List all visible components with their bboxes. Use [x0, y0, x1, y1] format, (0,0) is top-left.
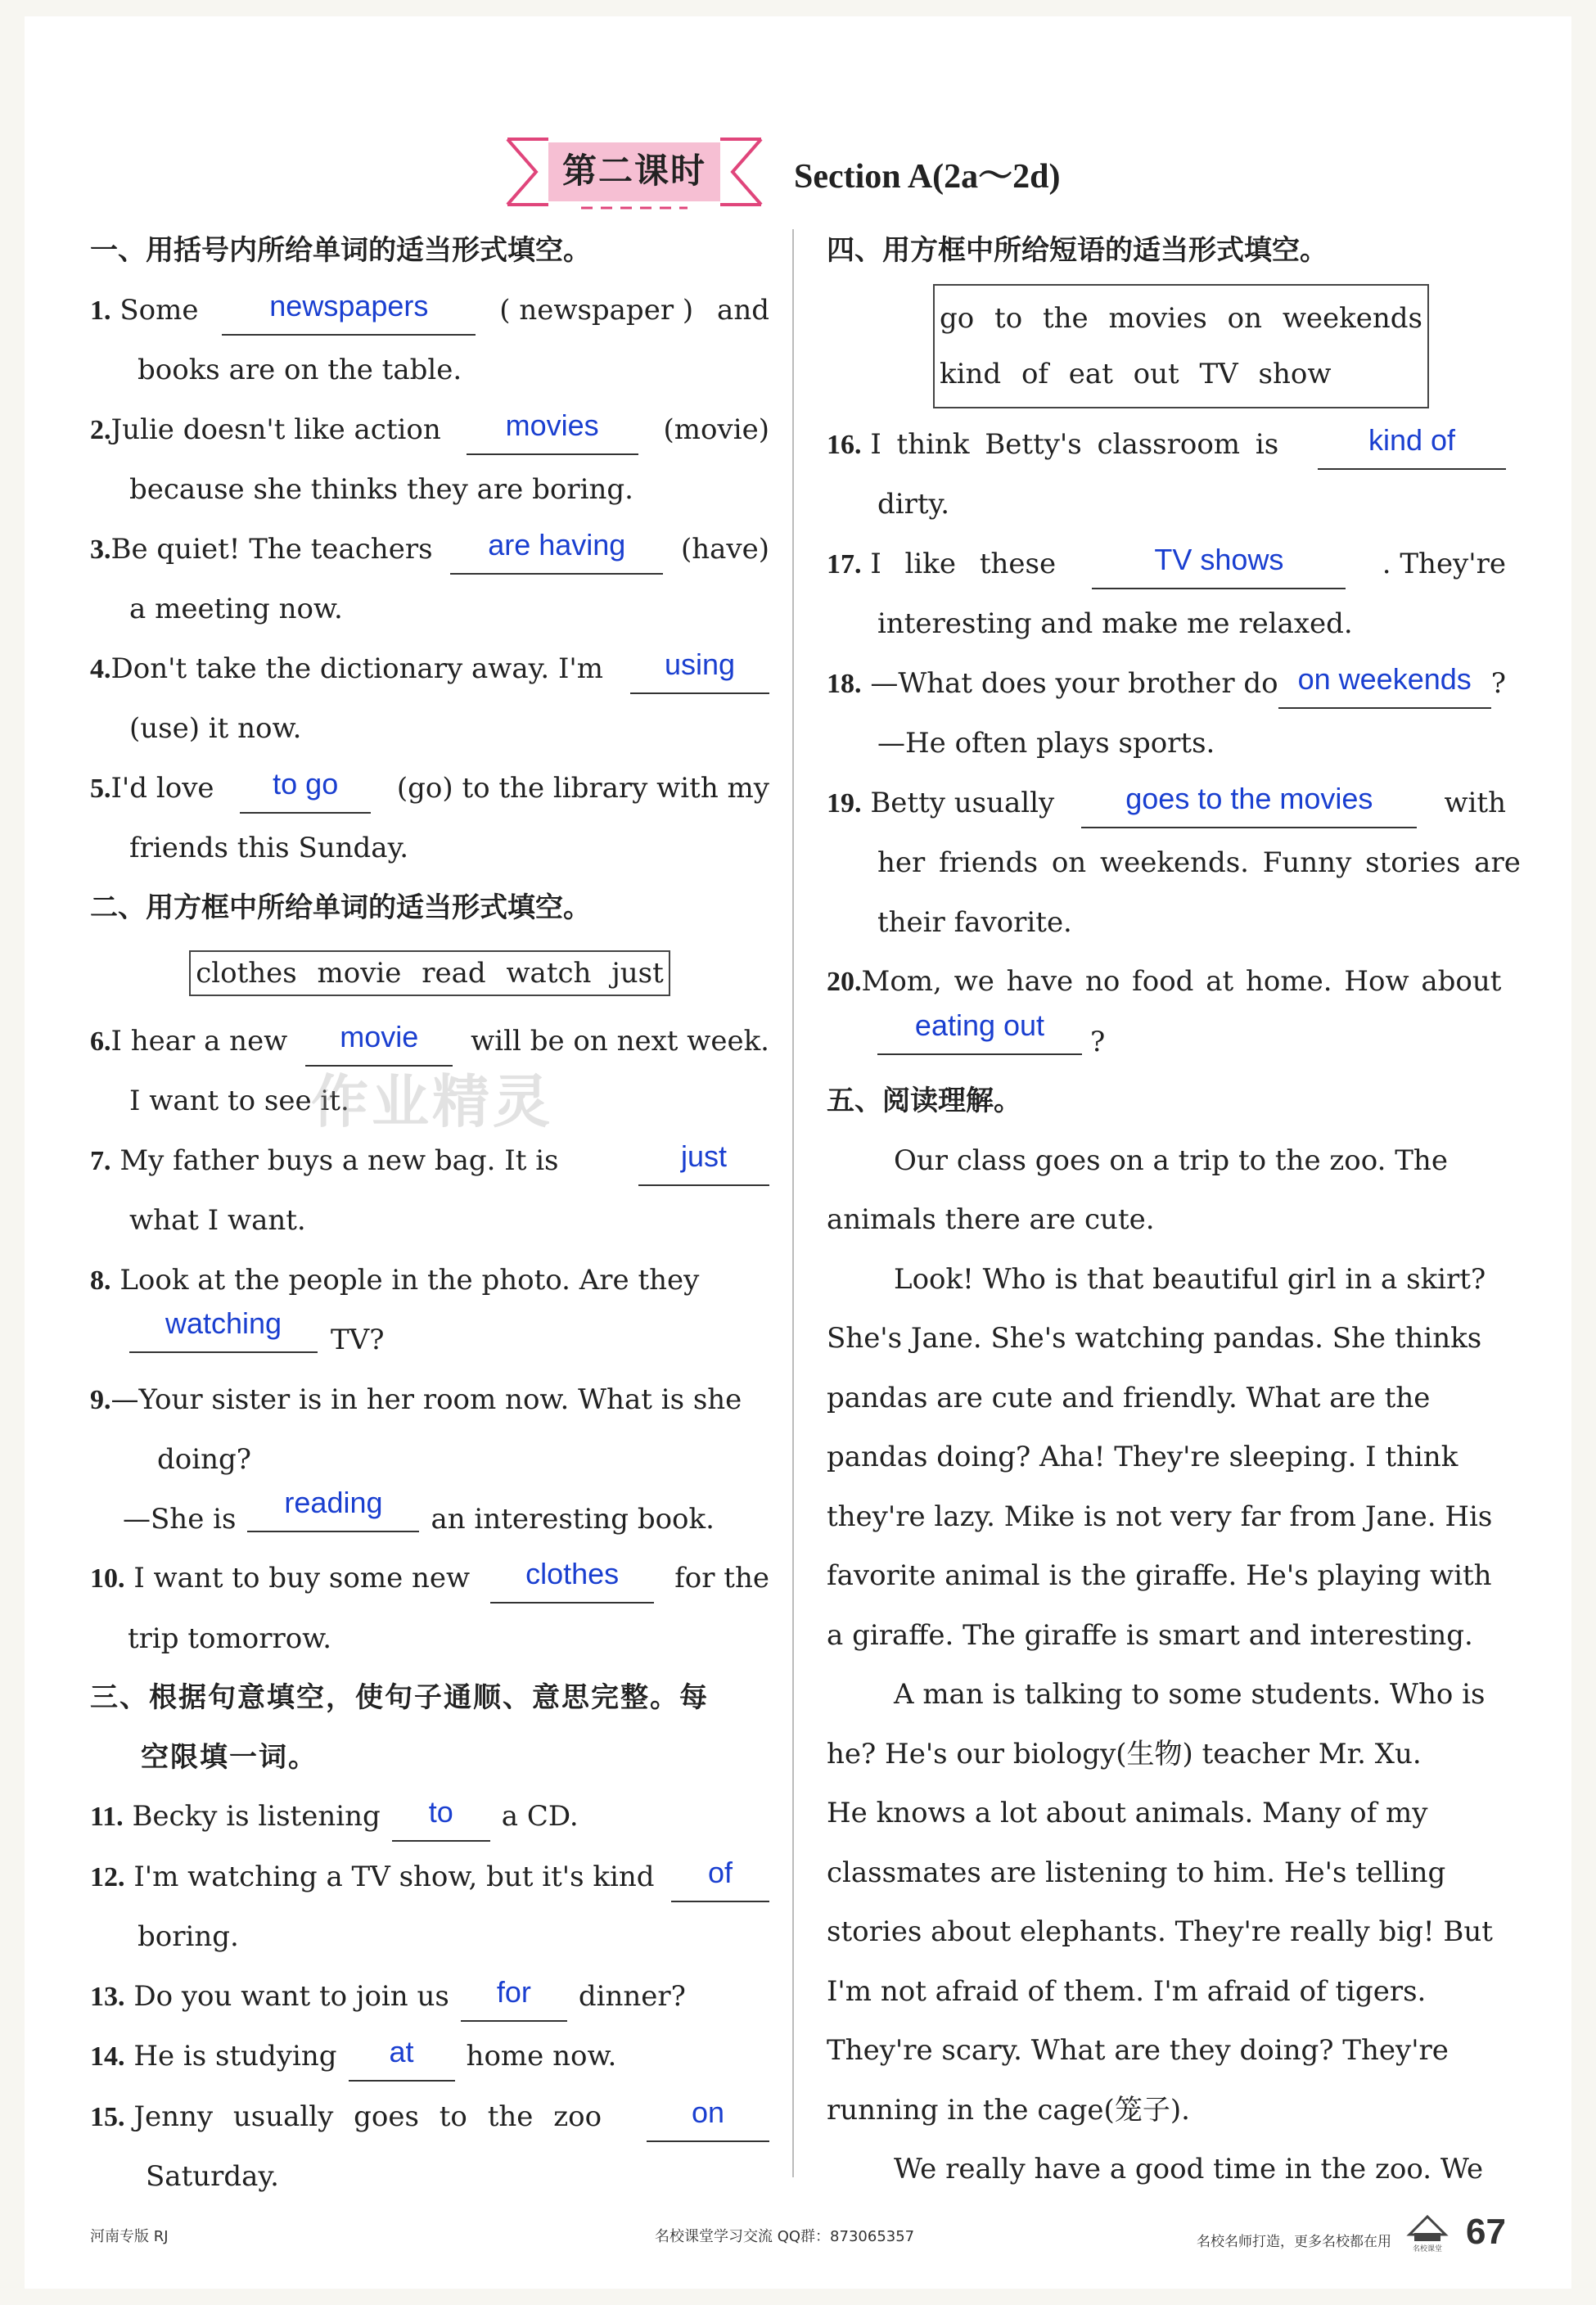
- q-text: a CD.: [501, 1800, 579, 1833]
- answer-text: just: [680, 1139, 728, 1173]
- edition-label: 河南专版 RJ: [90, 2228, 169, 2245]
- passage-line: A man is talking to some students. Who is: [894, 1678, 1486, 1711]
- passage-line: stories about elephants. They're really big! But: [827, 1915, 1493, 1948]
- answer-blank[interactable]: [630, 647, 769, 694]
- answer-text: reading: [284, 1485, 383, 1519]
- q-number: 16.: [827, 429, 862, 460]
- phrase-box-line-1: go to the movies on weekends: [940, 301, 1422, 335]
- answer-text: for: [496, 1974, 531, 2009]
- passage-line: I'm not afraid of them. I'm afraid of tigers.: [827, 1974, 1427, 2008]
- question-17: [827, 535, 1506, 595]
- page-footer: [90, 2210, 1506, 2259]
- q-text: ?: [1090, 1025, 1106, 1058]
- question-8: [90, 1251, 769, 1311]
- question-14: [90, 2027, 769, 2087]
- question-3-cont: a meeting now.: [129, 593, 343, 625]
- q-text: Becky is listening: [132, 1800, 381, 1833]
- answer-blank[interactable]: [392, 1795, 490, 1842]
- answer-blank[interactable]: [222, 288, 476, 336]
- q-number: 4.: [90, 653, 111, 684]
- answer-text: clothes: [525, 1557, 620, 1590]
- q-text: I hear a new: [110, 1024, 288, 1058]
- question-16-cont: dirty.: [877, 488, 950, 521]
- question-20: [827, 952, 1506, 1013]
- question-19-cont: her friends on weekends. Funny stories are: [877, 846, 1521, 879]
- q-text: for the: [674, 1562, 769, 1595]
- q-text: with: [1444, 786, 1506, 819]
- question-12: [90, 1847, 769, 1908]
- question-16: [827, 415, 1506, 476]
- q-number: 10.: [90, 1563, 125, 1594]
- publisher-logo-icon: [1404, 2210, 1450, 2253]
- q-text: —What does your brother do: [870, 666, 1278, 700]
- q-text: and: [717, 293, 769, 327]
- passage-line: classmates are listening to him. He's telling: [827, 1856, 1446, 1889]
- word-box: clothes movie read watch just: [189, 950, 670, 996]
- answer-blank[interactable]: [1081, 781, 1417, 828]
- question-2: [90, 400, 769, 461]
- q-number: 9.: [90, 1384, 111, 1415]
- question-9-cont: doing?: [157, 1443, 251, 1476]
- part1-heading: 一、用括号内所给单词的适当形式填空。: [90, 234, 591, 267]
- q-number: 7.: [90, 1145, 111, 1176]
- answer-blank[interactable]: [129, 1306, 318, 1353]
- left-column: [90, 221, 769, 2207]
- question-7-cont: what I want.: [129, 1204, 306, 1237]
- question-8-cont: [90, 1306, 769, 1370]
- q-hint: ( newspaper ): [499, 293, 694, 327]
- svg-text:名校课堂: 名校课堂: [1412, 2245, 1443, 2253]
- qq-group-label: 名校课堂学习交流 QQ群：873065357: [655, 2228, 915, 2245]
- passage-line: She's Jane. She's watching pandas. She thinks: [827, 1322, 1482, 1355]
- question-15: [90, 2087, 769, 2148]
- q-text: Betty usually: [870, 786, 1055, 819]
- answer-text: using: [664, 647, 736, 681]
- answer-blank[interactable]: [671, 1855, 769, 1902]
- page-number: 67: [1466, 2212, 1506, 2252]
- q-text: Do you want to join us: [133, 1979, 449, 2013]
- q-number: 11.: [90, 1802, 124, 1832]
- question-10: [90, 1549, 769, 1609]
- q-number: 12.: [90, 1861, 125, 1892]
- q-text: . They're: [1382, 547, 1506, 580]
- reading-passage: [827, 1131, 1506, 2199]
- answer-text: to go: [273, 766, 339, 801]
- answer-text: at: [389, 2035, 414, 2068]
- q-number: 14.: [90, 2041, 125, 2072]
- answer-text: are having: [488, 527, 626, 562]
- q-text: I want to buy some new: [133, 1562, 471, 1595]
- question-5-cont: friends this Sunday.: [129, 832, 409, 864]
- passage-line: We really have a good time in the zoo. We: [894, 2153, 1484, 2185]
- q-number: 1.: [90, 295, 111, 326]
- question-17-cont: interesting and make me relaxed.: [877, 607, 1353, 640]
- answer-text: goes to the movies: [1125, 781, 1373, 815]
- passage-line: He knows a lot about animals. Many of my: [827, 1797, 1428, 1829]
- lesson-header: [499, 131, 1121, 213]
- question-12-cont: boring.: [138, 1920, 239, 1953]
- answer-text: movies: [505, 408, 599, 442]
- answer-text: watching: [165, 1306, 282, 1340]
- question-19: [827, 774, 1506, 834]
- answer-blank[interactable]: [647, 2095, 769, 2142]
- q-text: Don't take the dictionary away. I'm: [110, 652, 603, 685]
- q-number: 3.: [90, 534, 111, 565]
- question-1-cont: books are on the table.: [138, 354, 462, 386]
- passage-line: a giraffe. The giraffe is smart and interesting.: [827, 1618, 1473, 1652]
- q-number: 5.: [90, 773, 111, 804]
- question-9-answer-line: [90, 1485, 769, 1549]
- answer-blank[interactable]: [638, 1139, 769, 1186]
- q-text: TV?: [331, 1324, 385, 1356]
- question-4-cont: (use) it now.: [129, 712, 302, 745]
- question-10-cont: trip tomorrow.: [128, 1622, 332, 1655]
- question-3: [90, 520, 769, 580]
- question-13: [90, 1967, 769, 2028]
- q-text: Some: [119, 293, 199, 327]
- phrase-box-line-2: kind of eat out TV show: [940, 357, 1332, 390]
- question-4: [90, 639, 769, 700]
- question-20-cont: [827, 1008, 1506, 1072]
- q-text: My father buys a new bag. It is: [119, 1143, 559, 1177]
- answer-text: movie: [340, 1019, 419, 1053]
- q-text: —She is: [123, 1502, 237, 1536]
- q-number: 15.: [90, 2101, 125, 2132]
- answer-text: TV shows: [1154, 542, 1284, 576]
- word-box-wrap: [90, 937, 769, 1012]
- slogan: 名校名师打造，更多名校都在用: [1197, 2234, 1391, 2250]
- answer-blank[interactable]: [877, 1008, 1082, 1055]
- question-18-cont: —He often plays sports.: [877, 727, 1215, 760]
- answer-blank[interactable]: [240, 766, 371, 814]
- q-text: I like these: [870, 547, 1057, 580]
- q-text: —Your sister is in her room now. What is she: [110, 1383, 742, 1416]
- question-19-cont-2: their favorite.: [877, 905, 1072, 939]
- q-hint: (have): [680, 532, 769, 566]
- passage-line: They're scary. What are they doing? They're: [827, 2034, 1449, 2067]
- answer-text: newspapers: [269, 288, 429, 323]
- answer-blank[interactable]: [450, 527, 663, 575]
- q-text: Be quiet! The teachers: [110, 532, 433, 566]
- q-text: He is studying: [133, 2040, 337, 2073]
- answer-text: on: [691, 2095, 725, 2129]
- phrase-box-wrap: [827, 281, 1506, 415]
- answer-blank[interactable]: [349, 2035, 455, 2082]
- question-11: [90, 1787, 769, 1847]
- q-text: home now.: [466, 2040, 617, 2073]
- passage-line: Our class goes on a trip to the zoo. The: [894, 1143, 1448, 1177]
- q-number: 13.: [90, 1981, 125, 2012]
- passage-line: favorite animal is the giraffe. He's playing with: [827, 1559, 1492, 1592]
- question-6-cont: I want to see it.: [129, 1085, 349, 1117]
- answer-text: kind of: [1368, 422, 1456, 457]
- q-text: ?: [1490, 666, 1506, 700]
- q-number: 18.: [827, 668, 862, 699]
- question-18: [827, 654, 1506, 715]
- q-number: 6.: [90, 1026, 111, 1057]
- passage-line: pandas doing? Aha! They're sleeping. I think: [827, 1441, 1458, 1473]
- q-text: dinner?: [578, 1979, 686, 2013]
- q-number: 8.: [90, 1265, 111, 1296]
- part3-heading: 三、根据句意填空，使句子通顺、意思完整。每: [90, 1681, 709, 1714]
- passage-line: animals there are cute.: [827, 1203, 1155, 1236]
- right-column: [827, 221, 1521, 2207]
- q-text: I think Betty's classroom is: [870, 427, 1279, 461]
- answer-text: eating out: [914, 1008, 1045, 1042]
- q-number: 20.: [827, 967, 862, 997]
- answer-blank[interactable]: [1278, 661, 1491, 709]
- q-text: I'm watching a TV show, but it's kind: [133, 1860, 655, 1893]
- part4-heading: 四、用方框中所给短语的适当形式填空。: [827, 234, 1328, 267]
- question-1: [90, 281, 769, 341]
- answer-blank[interactable]: [490, 1557, 654, 1604]
- question-15-cont: Saturday.: [146, 2160, 279, 2193]
- question-7: [90, 1131, 769, 1192]
- watermark: 作业精灵: [311, 1068, 553, 1135]
- answer-blank[interactable]: [467, 408, 638, 455]
- phrase-box: [933, 284, 1429, 408]
- question-9: [90, 1370, 769, 1431]
- q-text: (go) to the library with my: [396, 771, 769, 805]
- passage-line: pandas are cute and friendly. What are the: [827, 1381, 1431, 1414]
- answer-text: of: [707, 1855, 733, 1889]
- passage-line: he? He's our biology(生物) teacher Mr. Xu.: [827, 1737, 1422, 1770]
- q-number: 17.: [827, 548, 862, 580]
- q-text: an interesting book.: [431, 1502, 715, 1536]
- answer-text: to: [428, 1795, 453, 1829]
- q-text: Julie doesn't like action: [110, 413, 441, 446]
- answer-blank[interactable]: [1092, 542, 1346, 589]
- q-number: 2.: [90, 414, 111, 445]
- answer-text: on weekends: [1297, 661, 1472, 696]
- q-text: I'd love: [110, 771, 214, 805]
- section-title: Section A(2a～2d): [794, 158, 1061, 196]
- part5-heading: 五、阅读理解。: [827, 1085, 1021, 1117]
- q-number: 19.: [827, 787, 862, 819]
- part3-heading-2: 空限填一词。: [141, 1740, 318, 1774]
- question-5: [90, 759, 769, 819]
- answer-blank[interactable]: [247, 1485, 419, 1532]
- lesson-badge: 第二课时: [561, 151, 706, 191]
- q-text: Look at the people in the photo. Are they: [119, 1263, 700, 1297]
- column-divider: [792, 229, 794, 2177]
- passage-line: Look! Who is that beautiful girl in a skirt?: [894, 1262, 1486, 1296]
- answer-blank[interactable]: [461, 1974, 567, 2022]
- q-text: will be on next week.: [471, 1024, 769, 1058]
- question-2-cont: because she thinks they are boring.: [129, 473, 633, 506]
- q-text: Mom, we have no food at home. How about: [861, 965, 1502, 998]
- q-text: Jenny usually goes to the zoo: [133, 2100, 602, 2133]
- passage-line: running in the cage(笼子).: [827, 2093, 1190, 2127]
- q-hint: (movie): [663, 413, 769, 446]
- answer-blank[interactable]: [1318, 422, 1506, 470]
- passage-line: they're lazy. Mike is not very far from Jane. His: [827, 1500, 1493, 1533]
- part2-heading: 二、用方框中所给单词的适当形式填空。: [90, 891, 591, 924]
